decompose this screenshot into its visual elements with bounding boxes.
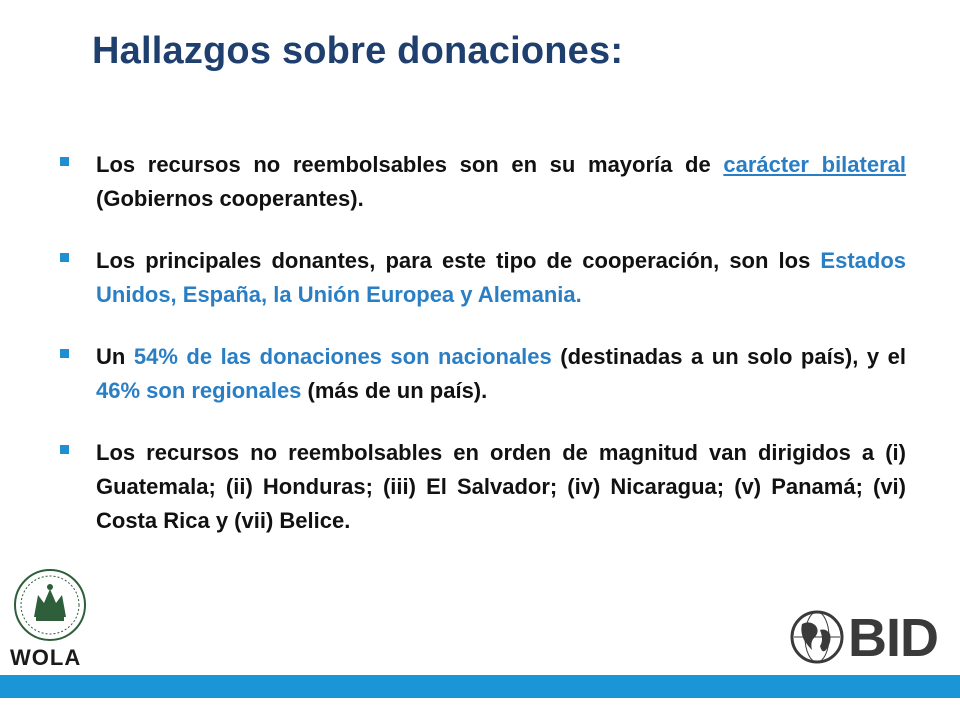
bilateral-link[interactable]: carácter bilateral (723, 152, 907, 177)
highlighted-regional-share: 46% son regionales (96, 378, 302, 403)
bullet-text (96, 436, 906, 538)
bid-wordmark: BID (848, 608, 938, 668)
highlighted-donors: Estados Unidos, España, la Unión Europea y Alemania. (96, 248, 906, 307)
square-bullet-icon (60, 349, 69, 358)
globe-icon (790, 610, 844, 664)
bullet-text (96, 148, 906, 216)
bid-logo (790, 608, 940, 668)
bullet-item (60, 148, 906, 216)
highlighted-national-share: 54% de las donaciones son nacionales (133, 344, 552, 369)
bullet-list (60, 148, 906, 566)
wola-logo (8, 565, 92, 673)
wola-wordmark: WOLA (10, 645, 82, 670)
square-bullet-icon (60, 157, 69, 166)
bullet-segment: (más de un país). (301, 378, 488, 403)
square-bullet-icon (60, 445, 69, 454)
bullet-text (96, 340, 906, 408)
bullet-item (60, 340, 906, 408)
slide-title: Hallazgos sobre donaciones: (92, 30, 624, 72)
bullet-segment: (Gobiernos cooperantes). (96, 186, 364, 211)
bullet-segment: Un (96, 344, 134, 369)
bullet-segment: (destinadas a un solo país), y el (551, 344, 906, 369)
footer-bar (0, 675, 960, 698)
bullet-segment: Los principales donantes, para este tipo de cooperación, son los (96, 248, 821, 273)
bullet-segment: Los recursos no reembolsables en orden de magnitud van dirigidos a (i) Guatemala; (ii) Honduras; (iii) El Salvador; (iv) Nicaragua; (v) Panamá; (vi) Costa Rica y (vii) Belice. (96, 440, 906, 533)
bullet-item (60, 244, 906, 312)
square-bullet-icon (60, 253, 69, 262)
bullet-item (60, 436, 906, 538)
wola-seal-icon (12, 567, 88, 643)
bullet-text (96, 244, 906, 312)
bullet-segment: Los recursos no reembolsables son en su mayoría de (96, 152, 724, 177)
